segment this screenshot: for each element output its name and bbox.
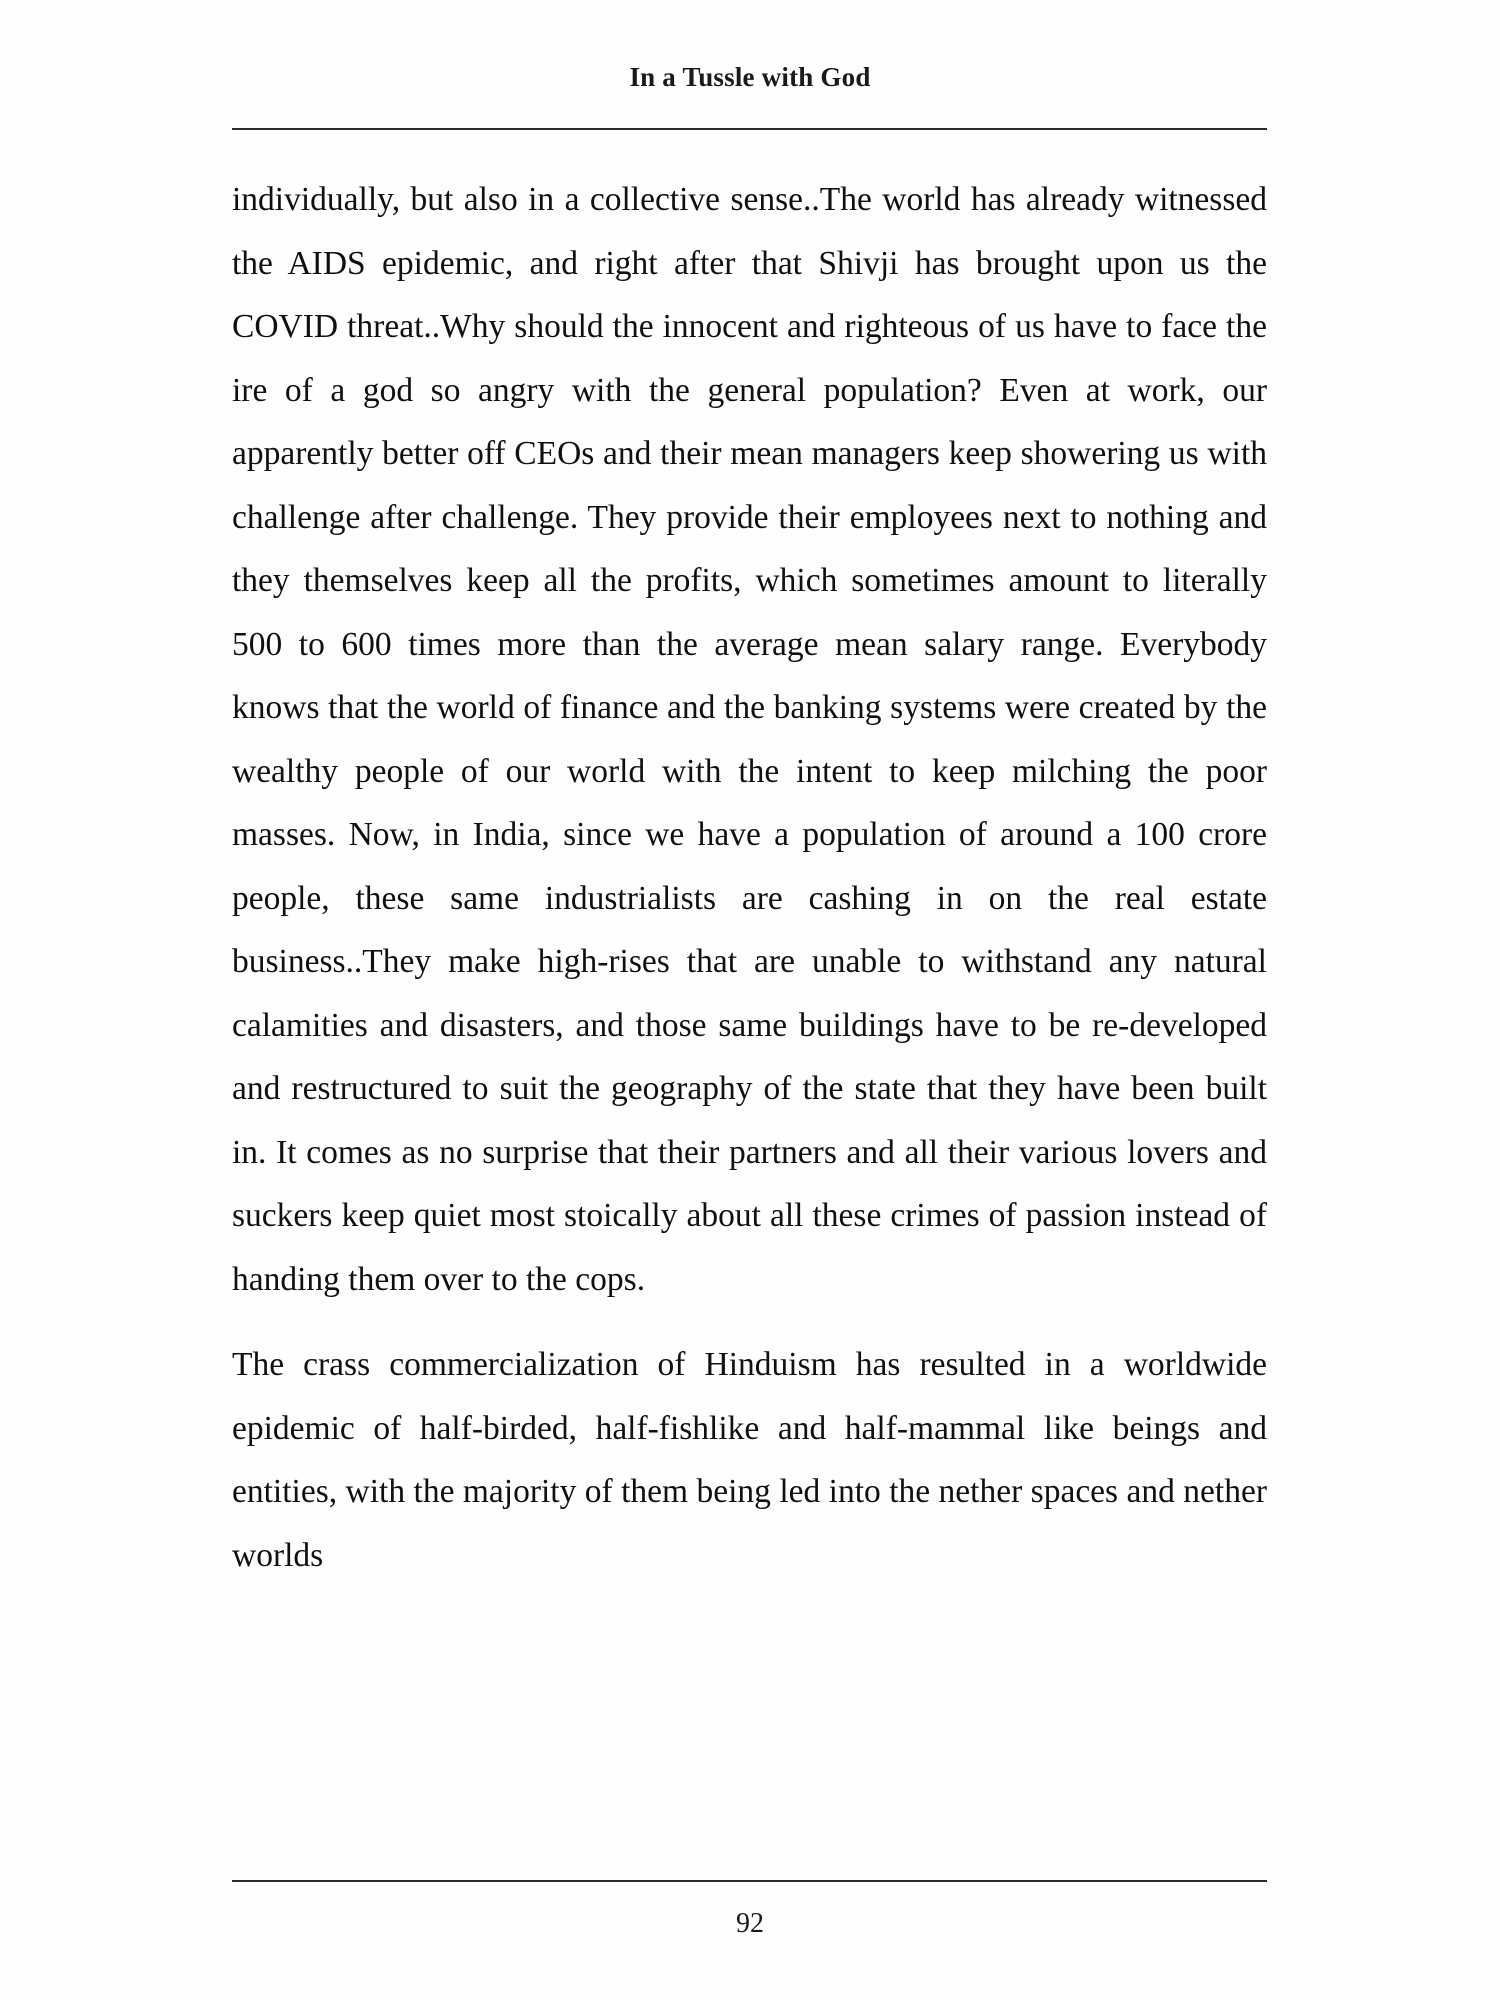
paragraph: The crass commercialization of Hinduism has resulted in a worldwide epidemic of half-birded, half-fishlike and half-mammal like beings and entities, with the majority of them being led into the nether spaces and nether worlds (232, 1346, 1267, 1574)
page-number: 92 (736, 1908, 764, 1939)
footer-rule (232, 1880, 1267, 1882)
paragraph: individually, but also in a collective sense..The world has already witnessed the AIDS epidemic, and right after that Shivji has brought upon us the COVID threat..Why should the innocent and righteous of us have to face the ire of a god so angry with the general population? Even at work, our apparently better off CEOs and their mean managers keep showering us with challenge after challenge. They provide their employees next to nothing and they themselves keep all the profits, which sometimes amount to literally 500 to 600 times more than the average mean salary range. Everybody knows that the world of finance and the banking systems were created by the wealthy people of our world with the intent to keep milching the poor masses. Now, in India, since we have a population of around a 100 crore people, these same industrialists are cashing in on the real estate business..They make high-rises that are unable to withstand any natural calamities and disasters, and those same buildings have to be re-developed and restructured to suit the geography of the state that they have been built in. It comes as no surprise that their partners and all their various lovers and suckers keep quiet most stoically about all these crimes of passion instead of handing them over to the cops. (232, 181, 1267, 1298)
running-head: In a Tussle with God (629, 62, 871, 92)
header-rule (232, 128, 1267, 130)
body-text-column (232, 168, 1267, 1587)
